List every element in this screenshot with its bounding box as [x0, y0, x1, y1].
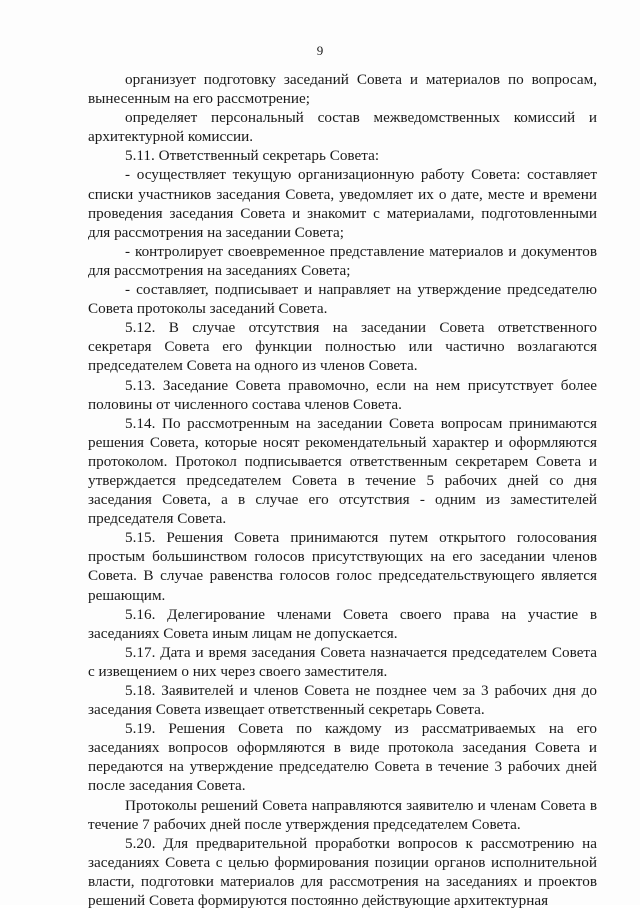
document-body	[88, 70, 597, 910]
paragraph: организует подготовку заседаний Совета и материалов по вопросам, вынесенным на его рассмотрение;	[88, 71, 597, 108]
paragraph: Протоколы решений Совета направляются заявителю и членам Совета в течение 7 рабочих дней после утверждения председателем Совета.	[88, 796, 597, 833]
paragraph: 5.19. Решения Совета по каждому из рассматриваемых на его заседаниях вопросов оформляются в виде протокола заседания Совета и передаются на утверждение председателю Совета в течение 3 рабочих дней после заседания Совета.	[88, 720, 597, 795]
paragraph: - контролирует своевременное представление материалов и документов для рассмотрения на заседаниях Совета;	[88, 242, 597, 279]
paragraph: 5.17. Дата и время заседания Совета назначается председателем Совета с извещением о них через своего заместителя.	[88, 643, 597, 680]
paragraph: 5.15. Решения Совета принимаются путем открытого голосования простым большинством голосов присутствующих на его заседании членов Совета. В случае равенства голосов голос председательствующего является решающим.	[88, 529, 597, 604]
paragraph: определяет персональный состав межведомственных комиссий и архитектурной комиссии.	[88, 109, 597, 146]
paragraph: 5.11. Ответственный секретарь Совета:	[125, 147, 380, 165]
page-number: 9	[316, 43, 324, 58]
paragraph: - составляет, подписывает и направляет на утверждение председателю Совета протоколы заседаний Совета.	[88, 281, 597, 318]
paragraph: 5.12. В случае отсутствия на заседании Совета ответственного секретаря Совета его функции полностью или частично возлагаются председателем Совета на одного из членов Совета.	[88, 319, 597, 375]
paragraph: 5.18. Заявителей и членов Совета не позднее чем за 3 рабочих дня до заседания Совета извещает ответственный секретарь Совета.	[88, 682, 597, 719]
paragraph: 5.13. Заседание Совета правомочно, если на нем присутствует более половины от численного состава членов Совета.	[88, 376, 597, 413]
paragraph: - осуществляет текущую организационную работу Совета: составляет списки участников заседания Совета, уведомляет их о дате, месте и времени проведения заседания Совета и знакомит с материалами, подготовленными для рассмотрения на заседании Совета;	[88, 166, 597, 241]
paragraph: 5.14. По рассмотренным на заседании Совета вопросам принимаются решения Совета, которые носят рекомендательный характер и оформляются протоколом. Протокол подписывается ответственным секретарем Совета и утверждается председателем Совета в течение 5 рабочих дней со дня заседания Совета, а в случае его отсутствия - одним из заместителей председателя Совета.	[88, 414, 597, 528]
paragraph: 5.20. Для предварительной проработки вопросов к рассмотрению на заседаниях Совета с целью формирования позиции органов исполнительной власти, подготовки материалов для рассмотрения на заседаниях и проектов решений Совета формируются постоянно действующие архитектурная	[88, 834, 597, 910]
paragraph: 5.16. Делегирование членами Совета своего права на участие в заседаниях Совета иным лицам не допускается.	[88, 605, 597, 642]
